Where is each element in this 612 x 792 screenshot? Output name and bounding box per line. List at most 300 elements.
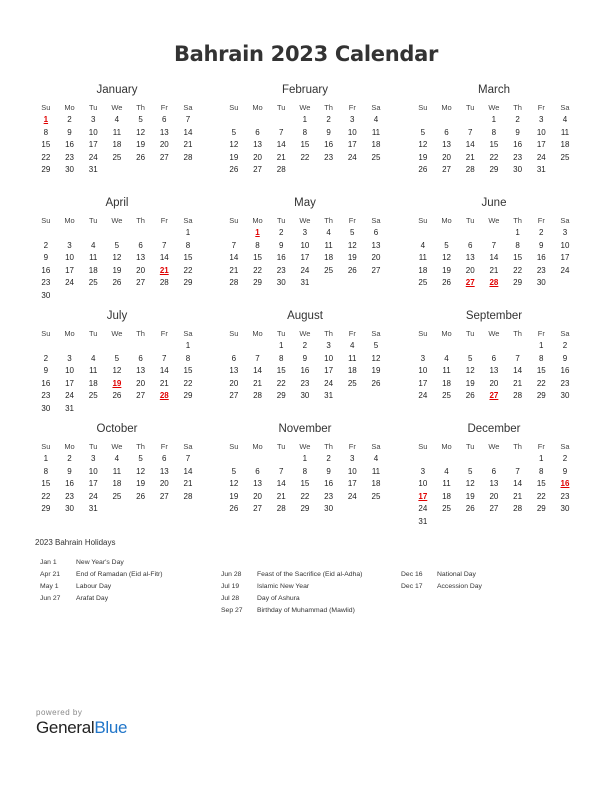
calendar-date: 1 [515,228,520,237]
weekday-header: We [488,103,500,112]
month-days-grid [411,327,577,403]
calendar-date: 10 [324,353,334,363]
calendar-date: 7 [162,240,167,250]
empty-cell [411,114,435,127]
month-days-grid [411,440,577,528]
calendar-date: 29 [183,278,193,287]
calendar-date: 21 [183,140,193,149]
calendar-date: 25 [442,504,451,513]
calendar-date: 21 [513,378,523,388]
empty-cell [34,340,58,353]
calendar-date: 14 [513,479,523,488]
weekday-header: Th [324,216,333,225]
calendar-date: 21 [276,152,286,162]
calendar-date: 26 [136,491,146,501]
weekday-header: Tu [88,442,98,451]
month-name: May [294,197,316,209]
calendar-date: 18 [442,491,451,501]
calendar-date: 15 [41,140,51,149]
calendar-date: 8 [278,353,284,363]
calendar-date: 23 [41,278,51,287]
holidays-title: 2023 Bahrain Holidays [35,538,116,547]
empty-cell [129,227,153,240]
calendar-date: 15 [536,366,546,375]
holiday-name: Day of Ashura [257,595,300,602]
calendar-date: 10 [65,253,74,262]
calendar-date: 2 [278,228,284,237]
calendar-date: 14 [229,253,239,262]
weekday-header: We [111,216,123,225]
weekday-header: Th [136,329,145,338]
empty-cell [482,227,506,240]
calendar-date: 5 [467,466,473,476]
calendar-date: 11 [112,466,122,476]
weekday-header: Mo [252,329,263,338]
calendar-date: 16 [324,479,334,488]
weekday-header: Sa [371,442,381,451]
calendar-date: 16 [65,140,74,149]
holiday-column [40,557,163,605]
empty-cell [435,340,459,353]
calendar-date: 13 [442,140,451,149]
calendar-date: 6 [444,127,449,137]
month-days-grid [222,440,388,516]
calendar-date: 15 [536,479,546,488]
calendar-date: 30 [560,504,570,513]
weekday-header: Mo [64,103,75,112]
holiday-item [40,557,163,569]
calendar-date: 18 [442,378,451,388]
empty-cell [458,453,482,466]
calendar-date: 27 [136,391,146,400]
month-days-grid [34,214,200,302]
weekday-header: Fr [537,216,545,225]
calendar-date: 16 [536,253,546,262]
calendar-date: 30 [300,391,310,400]
calendar-date: 28 [276,504,286,513]
weekday-header: We [488,442,500,451]
calendar-date: 5 [420,127,426,137]
calendar-date: 5 [373,341,379,350]
weekday-header: We [299,329,311,338]
month-name: January [96,84,138,96]
calendar-date: 20 [159,479,169,488]
calendar-date: 29 [41,504,51,513]
calendar-date: 11 [324,240,333,250]
calendar-date: 15 [300,140,310,149]
calendar-date: 20 [253,491,262,501]
empty-cell [129,340,153,353]
empty-cell [222,114,246,127]
calendar-date: 20 [253,152,262,162]
calendar-date: 7 [185,454,191,463]
calendar-date: 28 [253,391,262,400]
month-days-grid [34,440,200,516]
calendar-date: 8 [43,127,49,137]
calendar-date: 16 [560,366,570,375]
calendar-date: 27 [489,504,499,513]
weekday-header: Th [324,329,333,338]
weekday-header: Th [513,216,522,225]
holiday-name: End of Ramadan (Eid al-Fitr) [76,571,163,578]
weekday-header: We [488,216,500,225]
calendar-date: 26 [371,378,381,388]
calendar-date: 24 [418,391,428,400]
calendar-date: 14 [253,366,262,375]
month-august [222,309,388,403]
calendar-date: 19 [465,378,475,388]
calendar-date: 23 [300,378,310,388]
month-name: July [106,310,128,322]
calendar-date: 11 [560,127,570,137]
calendar-date: 1 [539,454,544,463]
calendar-date: 23 [65,491,74,501]
calendar-date: 22 [513,265,523,275]
calendar-date: 20 [489,378,499,388]
calendar-date: 30 [560,391,570,400]
holiday-date: 27 [489,391,499,400]
calendar-date: 1 [539,341,544,350]
calendar-date: 2 [326,454,331,463]
weekday-header: Tu [88,103,98,112]
calendar-date: 25 [418,278,428,287]
calendar-date: 17 [65,265,74,275]
calendar-date: 13 [136,253,146,262]
month-days-grid [222,214,388,290]
calendar-date: 17 [324,366,334,375]
holiday-name: Arafat Day [76,595,109,602]
calendar-date: 19 [418,152,428,162]
calendar-date: 17 [88,479,98,488]
calendar-date: 9 [539,240,544,250]
weekday-header: Fr [537,329,545,338]
calendar-date: 10 [536,127,546,137]
calendar-date: 25 [324,265,334,275]
calendar-date: 26 [112,278,122,287]
calendar-date: 23 [560,491,570,501]
calendar-date: 9 [278,240,284,250]
month-name: October [96,423,138,435]
weekday-header: Fr [160,329,168,338]
calendar-date: 3 [67,353,72,363]
calendar-date: 25 [112,152,122,162]
calendar-date: 13 [489,479,499,488]
weekday-header: Mo [64,442,75,451]
calendar-date: 21 [465,152,475,162]
calendar-date: 30 [536,278,546,287]
empty-cell [152,340,176,353]
holiday-name: Feast of the Sacrifice (Eid al-Adha) [257,571,363,578]
holiday-date-label: Dec 17 [401,583,423,590]
calendar-date: 9 [562,353,568,363]
calendar-date: 31 [536,165,546,174]
holiday-date-label: Jun 28 [221,571,242,578]
weekday-header: Th [513,442,522,451]
calendar-date: 13 [253,140,262,149]
calendar-date: 1 [278,341,284,350]
calendar-date: 9 [43,253,49,262]
calendar-date: 7 [231,240,237,250]
calendar-date: 17 [347,479,357,488]
weekday-header: Tu [465,329,475,338]
calendar-date: 11 [112,127,122,137]
calendar-date: 15 [489,140,499,149]
calendar-date: 7 [515,353,520,363]
calendar-date: 13 [253,479,262,488]
weekday-header: Sa [183,216,193,225]
calendar-date: 24 [324,378,334,388]
calendar-date: 30 [513,165,523,174]
calendar-date: 10 [418,479,428,488]
calendar-date: 29 [536,504,546,513]
holiday-item [221,581,362,593]
calendar-date: 8 [255,240,260,250]
empty-cell [152,227,176,240]
calendar-date: 13 [229,366,239,375]
calendar-date: 25 [88,391,98,400]
calendar-date: 20 [229,378,239,388]
empty-cell [506,340,530,353]
holiday-name: National Day [437,571,476,578]
calendar-date: 4 [114,454,120,463]
calendar-date: 15 [253,253,262,262]
holiday-name: Accession Day [437,583,482,590]
weekday-header: Fr [160,442,168,451]
calendar-date: 26 [465,504,475,513]
calendar-date: 17 [536,140,546,149]
calendar-date: 30 [65,165,74,174]
calendar-date: 17 [560,253,570,262]
calendar-date: 9 [302,353,308,363]
calendar-date: 15 [183,366,193,375]
calendar-date: 29 [276,391,286,400]
calendar-date: 24 [88,152,98,162]
holiday-name: Labour Day [76,583,112,590]
calendar-date: 5 [138,454,143,463]
empty-cell [222,227,246,240]
month-name: March [478,84,510,96]
calendar-date: 8 [515,240,520,250]
calendar-date: 19 [112,265,122,275]
calendar-date: 8 [185,353,191,363]
calendar-date: 24 [88,491,98,501]
calendar-date: 10 [65,366,74,375]
holiday-date-label: Apr 21 [40,571,61,578]
calendar-date: 23 [560,378,570,388]
calendar-date: 22 [300,152,310,162]
calendar-date: 3 [539,115,544,124]
holiday-item [221,593,362,605]
calendar-date: 31 [324,391,334,400]
empty-cell [482,453,506,466]
calendar-date: 4 [444,466,449,476]
month-january [34,83,200,177]
calendar-date: 24 [418,504,428,513]
calendar-date: 3 [420,353,426,363]
weekday-header: Sa [560,216,570,225]
holiday-date: 19 [112,378,122,388]
holiday-date-label: May 1 [40,583,59,590]
calendar-date: 22 [276,378,286,388]
calendar-date: 16 [65,479,74,488]
calendar-date: 24 [536,152,546,162]
calendar-date: 26 [136,152,146,162]
empty-cell [105,227,129,240]
calendar-date: 10 [418,366,428,375]
calendar-date: 26 [347,265,357,275]
holiday-name: Islamic New Year [257,583,310,590]
weekday-header: Sa [183,329,193,338]
calendar-date: 1 [302,454,308,463]
calendar-date: 31 [88,165,98,174]
calendar-date: 14 [465,140,475,149]
calendar-date: 7 [278,127,284,137]
calendar-date: 14 [159,366,169,375]
holiday-date: 27 [465,278,475,287]
calendar-date: 24 [347,152,357,162]
calendar-date: 18 [324,253,334,262]
calendar-date: 5 [444,240,449,250]
calendar-date: 13 [465,253,475,262]
calendar-date: 9 [67,127,72,137]
weekday-header: Th [513,329,522,338]
empty-cell [411,453,435,466]
calendar-date: 28 [465,165,475,174]
calendar-date: 26 [112,391,122,400]
weekday-header: Th [136,442,145,451]
calendar-date: 21 [489,265,499,275]
calendar-date: 6 [255,127,260,137]
weekday-header: We [299,216,311,225]
calendar-date: 28 [276,165,286,174]
weekday-header: Tu [88,329,98,338]
empty-cell [435,227,459,240]
weekday-header: Mo [441,442,452,451]
holiday-date-label: Dec 16 [401,571,423,578]
empty-cell [482,340,506,353]
calendar-date: 4 [420,240,426,250]
brand-logo[interactable]: GeneralBlue [36,718,128,737]
calendar-date: 29 [513,278,523,287]
calendar-date: 17 [65,378,74,388]
weekday-header: Sa [371,216,381,225]
weekday-header: Su [41,216,51,225]
calendar-date: 11 [348,353,357,363]
calendar-date: 4 [562,115,568,124]
calendar-date: 2 [326,115,331,124]
weekday-header: Sa [560,103,570,112]
calendar-date: 24 [300,265,310,275]
weekday-header: Th [324,103,333,112]
calendar-date: 6 [373,228,379,237]
calendar-date: 30 [41,403,51,413]
weekday-header: Tu [465,103,475,112]
calendar-date: 3 [326,341,331,350]
weekday-header: Su [229,103,239,112]
weekday-header: Su [41,103,51,112]
calendar-date: 22 [41,152,51,162]
calendar-date: 23 [536,265,546,275]
calendar-date: 2 [562,341,568,350]
calendar-date: 18 [88,378,98,388]
calendar-date: 5 [138,115,143,124]
calendar-date: 28 [183,491,193,501]
weekday-header: Mo [441,216,452,225]
empty-cell [222,340,246,353]
empty-cell [246,114,270,127]
empty-cell [246,453,270,466]
calendar-date: 23 [276,265,286,275]
weekday-header: Su [418,442,428,451]
calendar-date: 20 [489,491,499,501]
month-name: November [278,423,332,435]
calendar-date: 12 [465,366,475,375]
calendar-date: 19 [136,140,146,149]
weekday-header: Su [41,329,51,338]
calendar-date: 1 [185,228,191,237]
holiday-date-label: Sep 27 [221,607,243,614]
calendar-date: 10 [88,466,98,476]
calendar-date: 11 [371,127,381,137]
calendar-date: 6 [138,353,143,363]
calendar-date: 27 [159,491,169,501]
month-name: February [281,84,329,96]
calendar-date: 12 [112,253,122,262]
calendar-date: 2 [515,115,520,124]
weekday-header: Fr [348,329,356,338]
calendar-date: 17 [88,140,98,149]
calendar-date: 8 [539,353,544,363]
calendar-date: 14 [513,366,523,375]
month-march [411,83,577,177]
weekday-header: Mo [441,329,452,338]
calendar-date: 8 [302,127,308,137]
calendar-date: 5 [467,353,473,363]
calendar-date: 25 [442,391,451,400]
calendar-date: 3 [420,466,426,476]
weekday-header: We [299,442,311,451]
calendar-date: 13 [159,127,169,137]
month-name: April [105,197,129,209]
calendar-date: 10 [347,466,357,476]
weekday-header: Su [229,216,239,225]
calendar-date: 30 [324,504,334,513]
calendar-date: 25 [371,152,381,162]
calendar-date: 1 [185,341,191,350]
calendar-date: 14 [276,140,286,149]
weekday-header: Sa [183,442,193,451]
calendar-date: 30 [276,278,286,287]
holiday-item [40,569,163,581]
calendar-date: 4 [326,228,331,237]
calendar-date: 3 [302,228,308,237]
calendar-date: 22 [183,265,193,275]
holiday-item [401,569,482,581]
month-days-grid [411,214,577,290]
calendar-date: 7 [255,353,260,363]
empty-cell [222,453,246,466]
empty-cell [269,453,293,466]
holiday-item [40,593,163,605]
calendar-date: 8 [185,240,191,250]
weekday-header: Sa [560,329,570,338]
holiday-date-label: Jun 27 [40,595,61,602]
empty-cell [458,114,482,127]
holiday-date: 28 [489,278,499,287]
calendar-date: 13 [489,366,499,375]
calendar-date: 6 [467,240,473,250]
empty-cell [34,227,58,240]
